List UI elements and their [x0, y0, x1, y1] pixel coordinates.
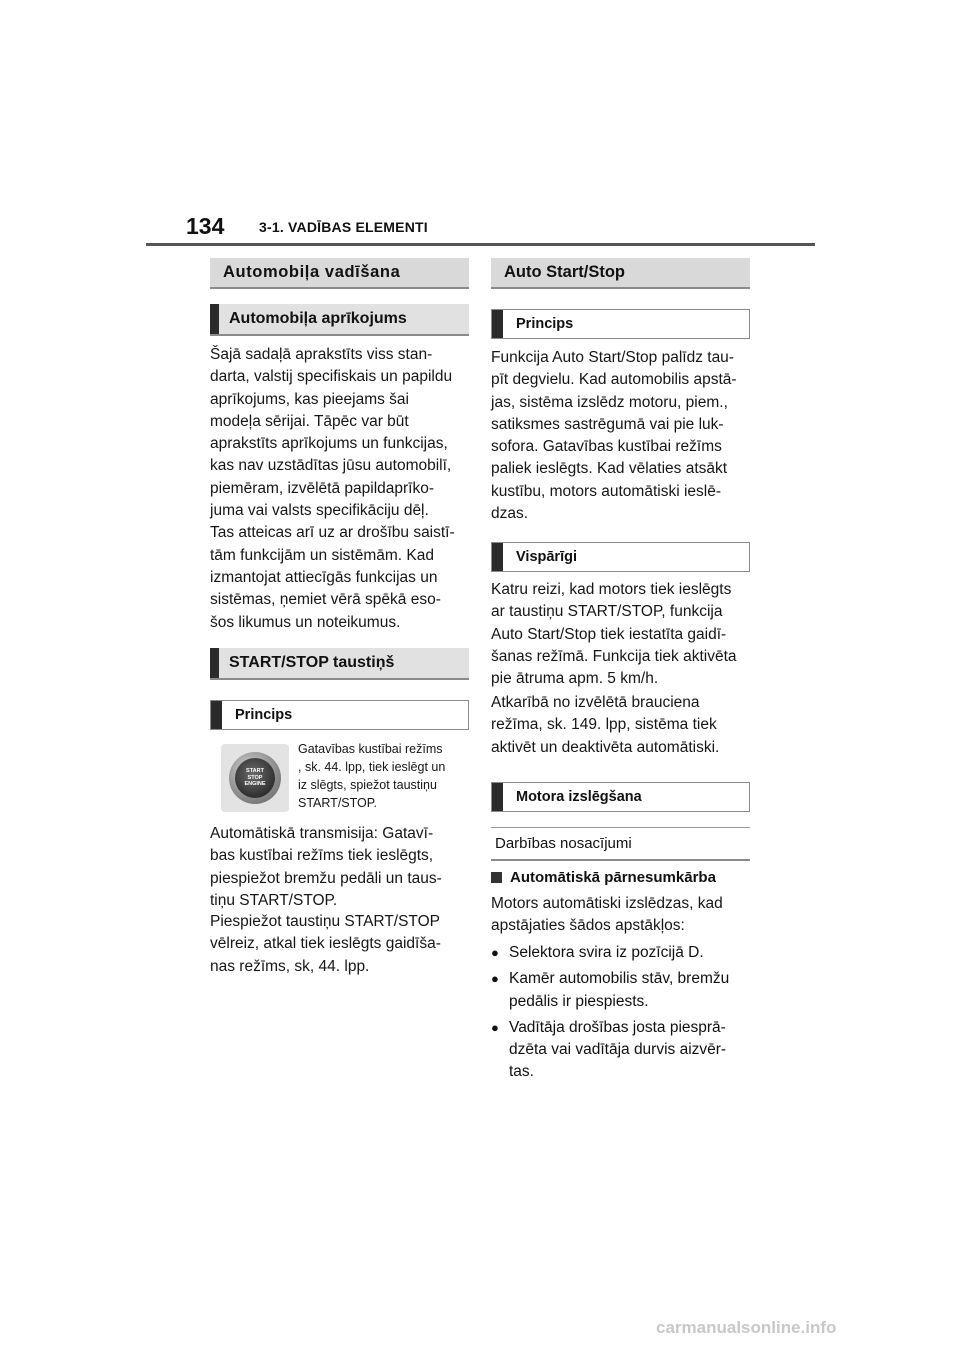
button-text-stop: STOP	[247, 774, 263, 781]
box-heading-principle-left-text: Princips	[235, 707, 293, 723]
box-heading-principle-right-text: Princips	[516, 316, 574, 332]
chapter-title: 3-1. VADĪBAS ELEMENTI	[259, 219, 428, 235]
box-heading-general	[491, 542, 750, 572]
heading-bar	[492, 310, 503, 338]
list-item	[491, 1017, 753, 1084]
section-heading-right-text: Auto Start/Stop	[504, 263, 625, 281]
button-text-start: START	[246, 768, 264, 775]
subheading-equipment	[210, 304, 469, 336]
subheading-start-stop-button	[210, 648, 469, 680]
bullet-icon: ●	[491, 945, 499, 960]
start-stop-button-image	[221, 744, 289, 812]
bullet-icon: ●	[491, 1019, 499, 1035]
square-bullet-icon	[491, 872, 502, 883]
box-heading-general-text: Vispārīgi	[516, 549, 577, 565]
box-heading-principle-left	[210, 700, 469, 730]
list-item-text: Selektora svira iz pozīcijā D.	[509, 944, 704, 961]
equipment-paragraph: Šajā sadaļā aprakstīts viss stan- darta, valstij specifiskais un papildu aprīkojums, kas pieejams šai modeļa sērijai. Tāpēc var būt aprakstīts aprīkojums un funkcijas, kas nav uzstādītas jūsu automobilī, piemēram, izvēlētā papildaprīko- juma vai valsts specifikāciju dēļ. Tas atteicas arī uz ar drošību saistī- tām funkcijām un sistēmām. Kad izmantojat attiecīgās funkcijas un sistēmas, ņemiet vērā spēkā eso- šos likumus un noteikumus.	[210, 346, 455, 631]
standby-paragraph: Piespiežot taustiņu START/STOP vēlreiz, atkal tiek ieslēgts gaidīša- nas režīms, sk, 44. lpp.	[210, 913, 441, 975]
general-paragraph-1: Katru reizi, kad motors tiek ieslēgts ar taustiņu START/STOP, funkcija Auto Start/Stop tiek iestatīta gaidī- šanas režīmā. Funkcija tiek aktivēta pie ātruma apm. 5 km/h.	[491, 581, 737, 688]
page-number: 134	[186, 213, 225, 239]
button-text-engine: ENGINE	[244, 781, 266, 788]
list-item	[491, 942, 753, 964]
heading-bar	[211, 701, 222, 729]
header-divider	[146, 243, 815, 246]
section-heading-left-text: Automobiļa vadīšana	[223, 263, 401, 281]
transmission-paragraph: Automātiskā transmisija: Gatavī- bas kustībai režīms tiek ieslēgts, piespiežot bremžu pedāli un taus- tiņu START/STOP.	[210, 825, 442, 909]
list-item-text: Vadītāja drošības josta piesprā- dzēta vai vadītāja durvis aizvēr- tas.	[509, 1018, 727, 1081]
bullet-icon: ●	[491, 971, 499, 987]
subheading-equipment-text: Automobiļa aprīkojums	[229, 310, 407, 327]
box-heading-engine-off	[491, 782, 750, 812]
list-item	[491, 968, 753, 1013]
heading-bar	[492, 783, 503, 811]
general-paragraph-2: Atkarībā no izvēlētā brauciena režīma, sk. 149. lpp, sistēma tiek aktivēt un deaktivēta automātiski.	[491, 694, 720, 756]
automatic-gearbox-heading-text: Automātiskā pārnesumkārba	[510, 869, 716, 886]
heading-bar	[492, 543, 503, 571]
heading-bar	[210, 304, 219, 334]
watermark: carmanualsonline.info	[656, 1318, 837, 1337]
section-heading-left	[210, 258, 469, 289]
start-stop-button-ring	[229, 752, 281, 804]
automatic-gearbox-heading	[491, 869, 753, 886]
conditions-intro: Motors automātiski izslēdzas, kad apstājaties šādos apstākļos:	[491, 895, 723, 935]
box-heading-engine-off-text: Motora izslēgšana	[516, 789, 642, 805]
box-heading-principle-right	[491, 309, 750, 339]
button-caption: Gatavības kustībai režīms , sk. 44. lpp, tiek ieslēgt un iz slēgts, spiežot taustiņu START/STOP.	[298, 742, 446, 810]
conditions-list	[491, 942, 753, 1084]
heading-bar	[210, 648, 219, 678]
list-item-text: Kamēr automobilis stāv, bremžu pedālis ir piespiests.	[509, 970, 730, 1010]
subheading-start-stop-text: START/STOP taustiņš	[229, 654, 395, 671]
conditions-label: Darbības nosacījumi	[495, 835, 632, 852]
section-heading-right	[491, 258, 750, 289]
conditions-label-box	[491, 827, 750, 861]
start-stop-button-face	[235, 758, 275, 798]
auto-start-stop-paragraph: Funkcija Auto Start/Stop palīdz tau- pīt degvielu. Kad automobilis apstā- jas, sistēma izslēdz motoru, piem., satiksmes sastrēgumā vai pie luk- sofora. Gatavības kustībai režīms paliek ieslēgts. Kad vēlaties atsākt kustību, motors automātiski ieslē- dzas.	[491, 349, 737, 523]
